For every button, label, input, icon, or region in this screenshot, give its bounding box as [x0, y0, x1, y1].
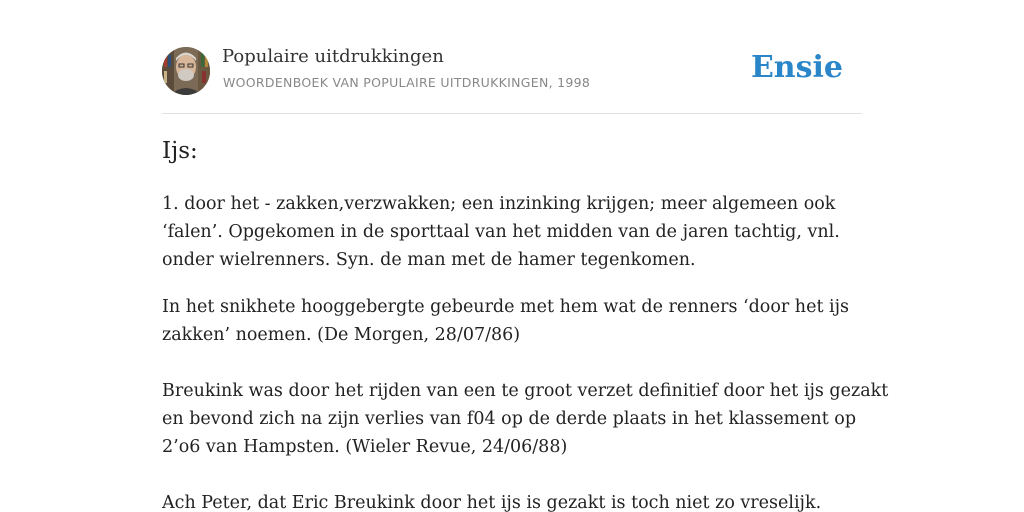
source-title[interactable]: Populaire uitdrukkingen — [222, 46, 444, 67]
quote-line: zakken’ noemen. (De Morgen, 28/07/86) — [162, 325, 521, 345]
source-header — [162, 0, 862, 114]
author-avatar[interactable] — [162, 47, 210, 95]
quote-line: 2’o6 van Hampsten. (Wieler Revue, 24/06/88) — [162, 437, 568, 457]
quote-line: en bevond zich na zijn verlies van f04 op de derde plaats in het klassement op — [162, 409, 857, 429]
entry-body — [162, 190, 889, 512]
definition-line: 1. door het - zakken,verzwakken; een inzinking krijgen; meer algemeen ook — [162, 194, 836, 214]
quote-line: In het snikhete hooggebergte gebeurde met hem wat de renners ‘door het ijs — [162, 297, 850, 317]
quote-line: Ach Peter, dat Eric Breukink door het ijs is gezakt is toch niet zo vreselijk. — [162, 493, 822, 512]
definition-line: onder wielrenners. Syn. de man met de hamer tegenkomen. — [162, 250, 696, 270]
ensie-logo-link[interactable]: Ensie — [750, 50, 843, 85]
source-subtitle: WOORDENBOEK VAN POPULAIRE UITDRUKKINGEN, 1998 — [223, 75, 591, 90]
entry-term: Ijs: — [162, 138, 198, 164]
quote-line: Breukink was door het rijden van een te groot verzet definitief door het ijs gezakt — [162, 381, 889, 401]
definition-line: ‘falen’. Opgekomen in de sporttaal van het midden van de jaren tachtig, vnl. — [162, 222, 840, 242]
avatar-portrait-icon — [162, 47, 210, 95]
page-container — [162, 0, 889, 512]
